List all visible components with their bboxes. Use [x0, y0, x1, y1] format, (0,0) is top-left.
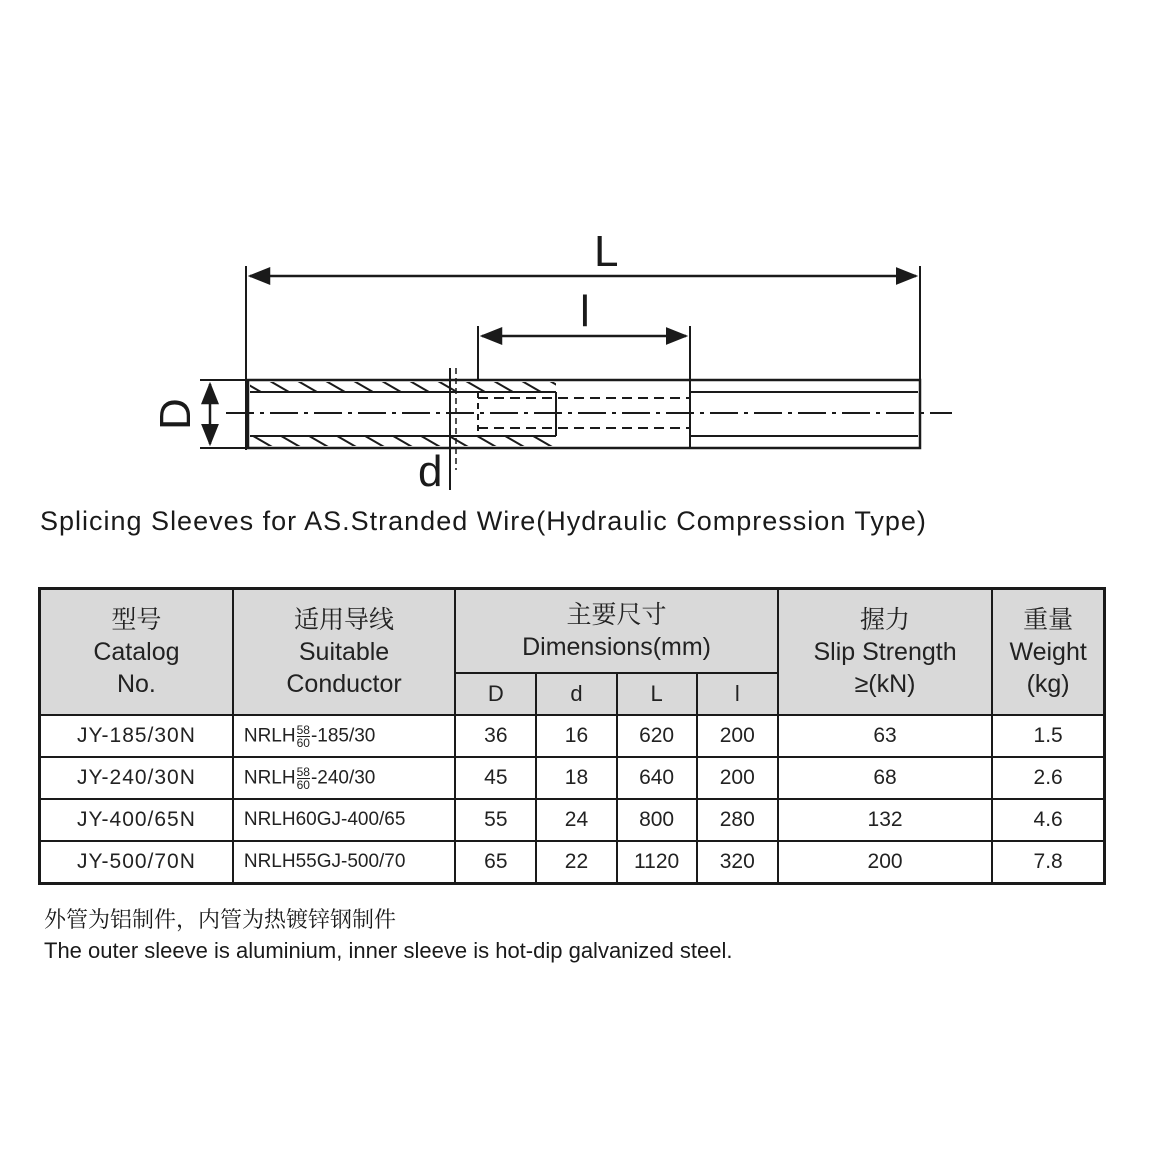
table-row [40, 841, 1105, 884]
header-dim-d: d [536, 673, 616, 715]
header-dim-l: l [697, 673, 778, 715]
cell-D: 55 [455, 799, 536, 841]
label-L: L [594, 227, 619, 276]
material-note [44, 904, 732, 966]
dimension-L [246, 227, 920, 450]
cell-l: 200 [697, 715, 778, 757]
cell-catalog: JY-185/30N [40, 715, 233, 757]
header-dim-L: L [617, 673, 697, 715]
cell-L: 620 [617, 715, 697, 757]
cell-weight: 2.6 [992, 757, 1104, 799]
cell-weight: 4.6 [992, 799, 1104, 841]
cell-slip: 68 [778, 757, 992, 799]
cell-catalog: JY-400/65N [40, 799, 233, 841]
conductor-fraction: $\frac{58}{60}$ [296, 764, 310, 792]
header-weight: 重量 Weight (kg) [992, 589, 1104, 716]
cell-D: 65 [455, 841, 536, 884]
table-row [40, 757, 1105, 799]
conductor-fraction: $\frac{58}{60}$ [296, 722, 310, 750]
cell-conductor: NRLH55GJ-500/70 [233, 841, 455, 884]
cell-conductor: NRLH60GJ-400/65 [233, 799, 455, 841]
cell-slip: 63 [778, 715, 992, 757]
label-D: D [151, 398, 200, 430]
cell-d: 24 [536, 799, 616, 841]
cell-d: 22 [536, 841, 616, 884]
cell-l: 320 [697, 841, 778, 884]
header-catalog: 型号 Catalog No. [40, 589, 233, 716]
cell-d: 18 [536, 757, 616, 799]
header-dimensions: 主要尺寸 Dimensions(mm) [455, 589, 778, 674]
cell-L: 640 [617, 757, 697, 799]
header-dim-D: D [455, 673, 536, 715]
cell-l: 200 [697, 757, 778, 799]
sleeve-drawing [0, 0, 1152, 510]
cell-D: 36 [455, 715, 536, 757]
table-row [40, 799, 1105, 841]
dimension-l [478, 287, 690, 380]
cell-catalog: JY-240/30N [40, 757, 233, 799]
cell-conductor: NRLH $\frac{58}{60}$ -240/30 [233, 757, 455, 799]
cell-D: 45 [455, 757, 536, 799]
header-conductor: 适用导线 Suitable Conductor [233, 589, 455, 716]
sleeve-body [226, 368, 952, 490]
note-chinese: 外管为铝制件，内管为热镀锌钢制件 [44, 907, 397, 932]
cell-slip: 200 [778, 841, 992, 884]
cell-l: 280 [697, 799, 778, 841]
cell-slip: 132 [778, 799, 992, 841]
label-l: l [580, 287, 590, 336]
cell-catalog: JY-500/70N [40, 841, 233, 884]
cell-weight: 1.5 [992, 715, 1104, 757]
table-row [40, 715, 1105, 757]
spec-table [38, 587, 1106, 885]
label-d: d [418, 447, 443, 496]
document-title: Splicing Sleeves for AS.Stranded Wire(Hydraulic Compression Type) [40, 506, 927, 536]
cell-conductor: NRLH $\frac{58}{60}$ -185/30 [233, 715, 455, 757]
cell-L: 800 [617, 799, 697, 841]
cell-L: 1120 [617, 841, 697, 884]
cell-d: 16 [536, 715, 616, 757]
header-slip-strength: 握力 Slip Strength ≥(kN) [778, 589, 992, 716]
cell-weight: 7.8 [992, 841, 1104, 884]
note-english: The outer sleeve is aluminium, inner sleeve is hot-dip galvanized steel. [44, 938, 733, 963]
